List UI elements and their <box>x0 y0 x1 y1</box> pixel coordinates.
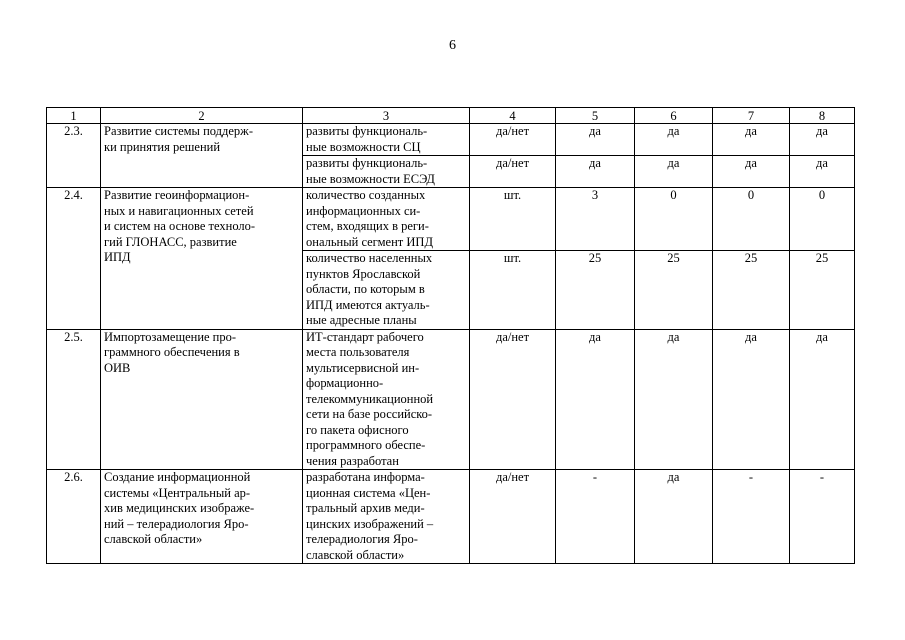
value-cell: да <box>713 124 790 156</box>
column-header: 5 <box>556 108 635 124</box>
value-cell: 0 <box>790 188 855 251</box>
column-header: 8 <box>790 108 855 124</box>
indicator-cell: развиты функциональ- ные возможности ЕСЭД <box>303 156 470 188</box>
value-cell: да <box>635 470 713 564</box>
unit-cell: да/нет <box>470 124 556 156</box>
column-header: 2 <box>101 108 303 124</box>
unit-cell: да/нет <box>470 470 556 564</box>
value-cell: - <box>790 470 855 564</box>
indicators-table <box>46 107 855 564</box>
value-cell: 0 <box>713 188 790 251</box>
task-cell: Импортозамещение про- граммного обеспечения в ОИВ <box>101 329 303 470</box>
value-cell: 25 <box>713 251 790 330</box>
column-header: 7 <box>713 108 790 124</box>
value-cell: да <box>635 156 713 188</box>
value-cell: да <box>713 156 790 188</box>
indicator-cell: количество населенных пунктов Ярославской области, по которым в ИПД имеются актуаль- ные адресные планы <box>303 251 470 330</box>
unit-cell: шт. <box>470 251 556 330</box>
value-cell: да <box>635 124 713 156</box>
table-row <box>47 329 855 470</box>
table-row <box>47 124 855 156</box>
indicator-cell: разработана информа- ционная система «Цен- тральный архив меди- цинских изображений – телерадиология Яро- славской области» <box>303 470 470 564</box>
indicator-cell: развиты функциональ- ные возможности СЦ <box>303 124 470 156</box>
value-cell: да <box>556 156 635 188</box>
unit-cell: шт. <box>470 188 556 251</box>
table-row <box>47 470 855 564</box>
column-header: 3 <box>303 108 470 124</box>
table-row <box>47 188 855 251</box>
value-cell: да <box>635 329 713 470</box>
indicator-cell: количество созданных информационных си- стем, входящих в реги- ональный сегмент ИПД <box>303 188 470 251</box>
value-cell: 0 <box>635 188 713 251</box>
column-header: 4 <box>470 108 556 124</box>
column-header: 6 <box>635 108 713 124</box>
unit-cell: да/нет <box>470 156 556 188</box>
value-cell: 3 <box>556 188 635 251</box>
unit-cell: да/нет <box>470 329 556 470</box>
row-number: 2.4. <box>47 188 101 330</box>
table-header-row <box>47 108 855 124</box>
task-cell: Развитие геоинформацион- ных и навигационных сетей и систем на основе техноло- гий ГЛОНАСС, развитие ИПД <box>101 188 303 330</box>
value-cell: да <box>556 124 635 156</box>
indicator-cell: ИТ-стандарт рабочего места пользователя мультисервисной ин- формационно- телекоммуникационной сети на базе российско- го пакета офисного программного обеспе- чения разработан <box>303 329 470 470</box>
column-header: 1 <box>47 108 101 124</box>
value-cell: да <box>790 156 855 188</box>
row-number: 2.3. <box>47 124 101 188</box>
value-cell: да <box>790 124 855 156</box>
task-cell: Создание информационной системы «Центральный ар- хив медицинских изображе- ний – телерадиология Яро- славской области» <box>101 470 303 564</box>
row-number: 2.5. <box>47 329 101 470</box>
value-cell: да <box>713 329 790 470</box>
task-cell: Развитие системы поддерж- ки принятия решений <box>101 124 303 188</box>
value-cell: - <box>713 470 790 564</box>
row-number: 2.6. <box>47 470 101 564</box>
value-cell: 25 <box>635 251 713 330</box>
page-number: 6 <box>449 38 456 53</box>
value-cell: да <box>556 329 635 470</box>
value-cell: 25 <box>556 251 635 330</box>
value-cell: - <box>556 470 635 564</box>
value-cell: да <box>790 329 855 470</box>
value-cell: 25 <box>790 251 855 330</box>
